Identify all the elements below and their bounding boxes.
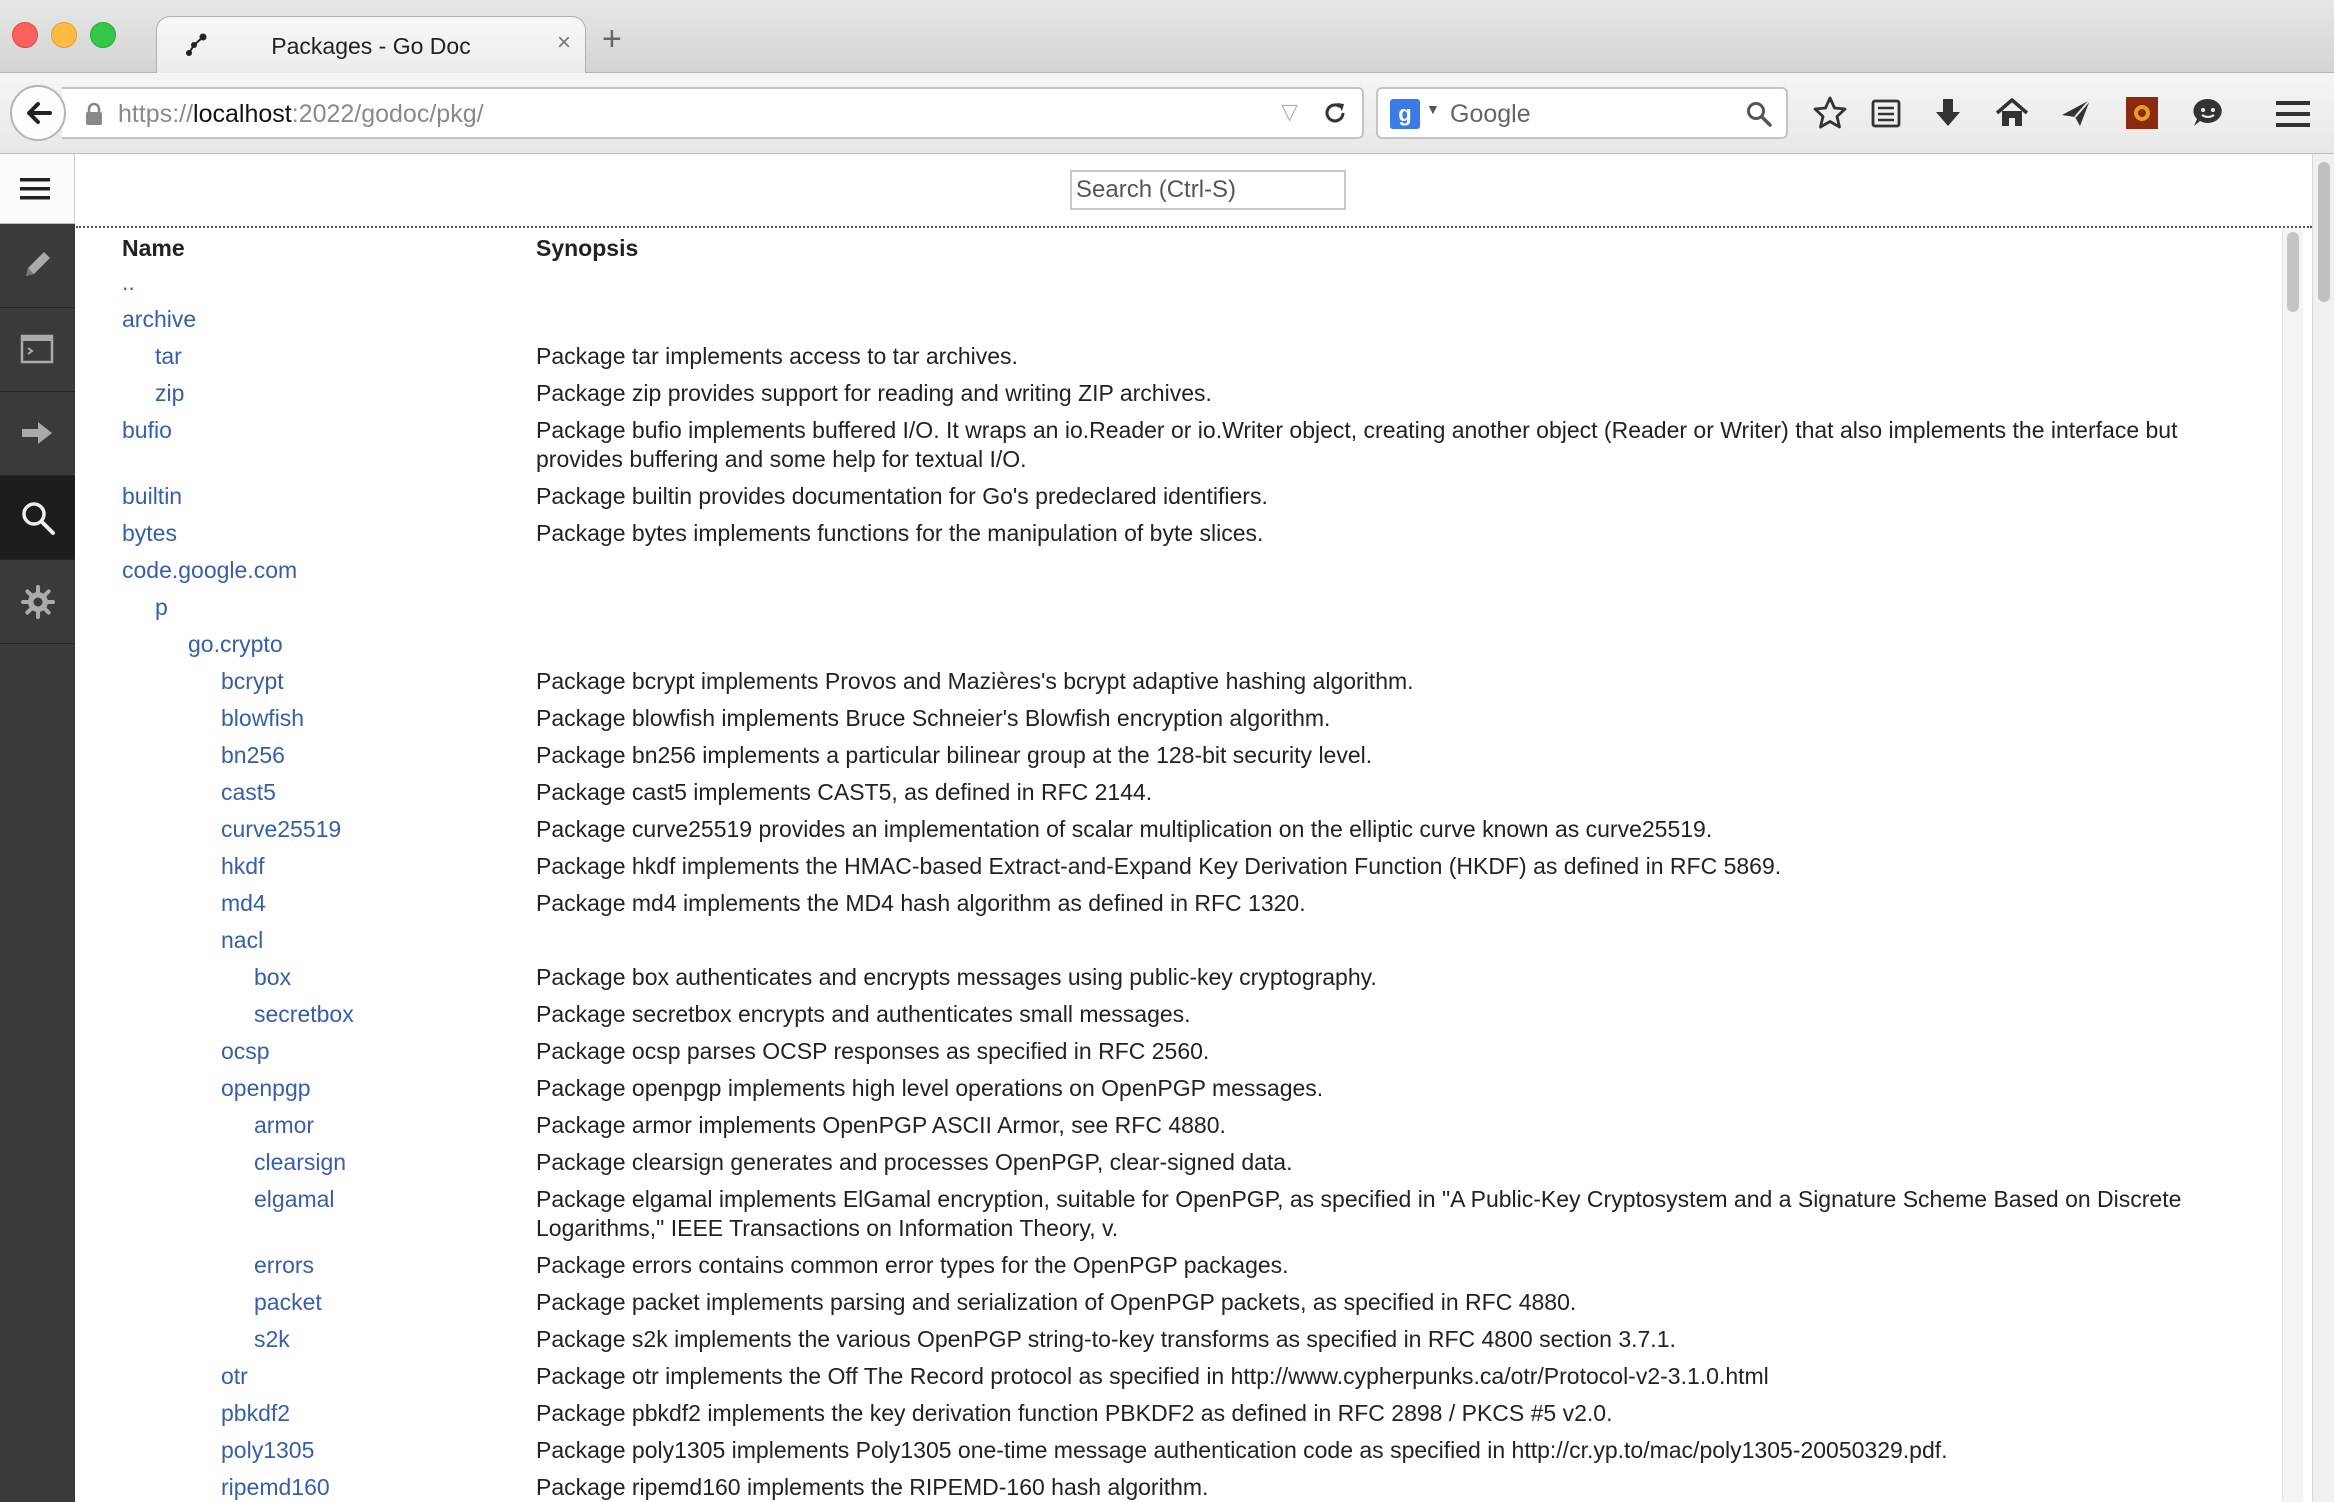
table-row (122, 889, 2216, 926)
package-synopsis: Package poly1305 implements Poly1305 one-time message authentication code as specified in http://cr.yp.to/mac/poly1305-20050329.pdf. (536, 1437, 1948, 1463)
package-link[interactable]: armor (254, 1112, 315, 1138)
package-synopsis: Package pbkdf2 implements the key derivation function PBKDF2 as defined in RFC 2898 / PKCS #5 v2.0. (536, 1400, 1613, 1426)
package-name-cell (122, 1325, 536, 1362)
package-link[interactable]: pbkdf2 (221, 1400, 291, 1426)
package-synopsis: Package otr implements the Off The Record protocol as specified in http://www.cypherpunks.ca/otr/Protocol-v2-3.1.0.html (536, 1363, 1769, 1389)
package-link[interactable]: hkdf (221, 853, 265, 879)
sidebar-item-edit[interactable] (0, 224, 75, 308)
package-name-cell (122, 926, 536, 963)
back-arrow-icon (24, 99, 52, 127)
table-row (122, 1436, 2216, 1473)
sidebar-item-forward[interactable] (0, 392, 75, 476)
table-row (122, 778, 2216, 815)
package-synopsis (536, 593, 2216, 630)
package-link[interactable]: bytes (122, 520, 177, 546)
sidebar-item-terminal[interactable] (0, 308, 75, 392)
table-row (122, 1399, 2216, 1436)
new-tab-button[interactable]: + (602, 20, 622, 58)
table-row (122, 1037, 2216, 1074)
google-engine-icon[interactable]: g (1390, 99, 1420, 129)
table-row (122, 1473, 2216, 1502)
package-name-cell (122, 1436, 536, 1473)
table-row (122, 963, 2216, 1000)
reading-list-icon[interactable] (1868, 95, 1904, 131)
package-link[interactable]: box (254, 964, 292, 990)
arrow-right-icon (20, 416, 54, 450)
table-row (122, 1288, 2216, 1325)
table-row (122, 1185, 2216, 1251)
package-link[interactable]: zip (155, 380, 185, 406)
package-name-cell (122, 1000, 536, 1037)
package-search-input[interactable] (1070, 170, 1346, 210)
package-synopsis: Package tar implements access to tar archives. (536, 343, 1018, 369)
package-link[interactable]: go.crypto (188, 631, 283, 657)
table-row (122, 1148, 2216, 1185)
package-name-cell (122, 630, 536, 667)
package-name-cell (122, 667, 536, 704)
table-row (122, 379, 2216, 416)
package-rows (122, 268, 2216, 1502)
package-synopsis (536, 305, 2216, 342)
send-icon[interactable] (2058, 95, 2094, 131)
package-link[interactable]: ripemd160 (221, 1474, 330, 1500)
gear-icon (20, 584, 56, 620)
package-synopsis: Package ripemd160 implements the RIPEMD-160 hash algorithm. (536, 1474, 1209, 1500)
package-synopsis: Package openpgp implements high level operations on OpenPGP messages. (536, 1075, 1324, 1101)
package-link[interactable]: otr (221, 1363, 248, 1389)
tab-title: Packages - Go Doc (271, 33, 471, 59)
table-row (122, 667, 2216, 704)
url-host: localhost (193, 100, 292, 128)
package-name-cell (122, 268, 536, 305)
web-search-placeholder: Google (1450, 100, 1531, 128)
content-scroll-thumb[interactable] (2287, 232, 2299, 312)
table-row (122, 1000, 2216, 1037)
chat-icon[interactable] (2190, 95, 2226, 131)
lock-icon (84, 102, 104, 126)
package-name-cell (122, 1362, 536, 1399)
package-link[interactable]: builtin (122, 483, 183, 509)
package-link[interactable]: p (155, 594, 168, 620)
package-name-cell (122, 815, 536, 852)
package-name-cell (122, 963, 536, 1000)
package-name-cell (122, 1074, 536, 1111)
package-link[interactable]: bcrypt (221, 668, 284, 694)
package-name-cell (122, 593, 536, 630)
search-icon[interactable] (1746, 101, 1772, 127)
hamburger-icon (20, 174, 52, 204)
package-link[interactable]: secretbox (254, 1001, 354, 1027)
column-header-synopsis: Synopsis (536, 234, 639, 261)
package-name-cell (122, 305, 536, 342)
package-name-cell (122, 1037, 536, 1074)
page-scrollbar[interactable] (2312, 154, 2334, 1502)
table-header-row (122, 228, 2216, 268)
table-row (122, 519, 2216, 556)
package-synopsis: Package zip provides support for reading and writing ZIP archives. (536, 380, 1212, 406)
package-link[interactable]: openpgp (221, 1075, 311, 1101)
url-text[interactable] (118, 100, 484, 129)
package-link[interactable]: blowfish (221, 705, 305, 731)
package-name-cell (122, 704, 536, 741)
package-table (122, 228, 2216, 1502)
package-name-cell (122, 1473, 536, 1502)
table-row (122, 268, 2216, 305)
package-synopsis (536, 926, 2216, 963)
table-row (122, 482, 2216, 519)
extension-icon[interactable] (2124, 95, 2160, 131)
bookmark-star-icon[interactable] (1812, 95, 1848, 131)
package-link[interactable]: archive (122, 306, 197, 332)
tab-close-icon[interactable]: × (556, 29, 571, 56)
package-synopsis: Package ocsp parses OCSP responses as specified in RFC 2560. (536, 1038, 1210, 1064)
package-synopsis: Package packet implements parsing and serialization of OpenPGP packets, as specified in RFC 4880. (536, 1289, 1577, 1315)
left-sidebar (0, 154, 75, 1502)
package-synopsis (536, 630, 2216, 667)
package-name-cell (122, 379, 536, 416)
package-synopsis: Package cast5 implements CAST5, as defined in RFC 2144. (536, 779, 1153, 805)
terminal-icon (20, 332, 54, 366)
package-synopsis: Package armor implements OpenPGP ASCII Armor, see RFC 4880. (536, 1112, 1226, 1138)
package-link[interactable]: ocsp (221, 1038, 270, 1064)
table-row (122, 815, 2216, 852)
package-synopsis: Package bufio implements buffered I/O. It wraps an io.Reader or io.Writer object, creating another object (Reader or Writer) that also implements the interface but provides buffering and some help for textual I/O. (536, 417, 2178, 472)
browser-tab-strip (0, 0, 2334, 73)
table-row (122, 741, 2216, 778)
package-link[interactable]: clearsign (254, 1149, 347, 1175)
url-path: :2022/godoc/pkg/ (291, 100, 484, 128)
package-link[interactable]: bn256 (221, 742, 285, 768)
url-history-dropdown-icon[interactable]: ▽ (1281, 99, 1298, 124)
navigation-toolbar (0, 73, 2334, 154)
package-synopsis: Package curve25519 provides an implementation of scalar multiplication on the elliptic curve known as curve25519. (536, 816, 1713, 842)
table-row (122, 1111, 2216, 1148)
package-name-cell (122, 416, 536, 482)
package-synopsis: Package bcrypt implements Provos and Mazières's bcrypt adaptive hashing algorithm. (536, 668, 1414, 694)
package-synopsis: Package secretbox encrypts and authenticates small messages. (536, 1001, 1191, 1027)
back-button[interactable] (10, 85, 66, 141)
package-name-cell (122, 556, 536, 593)
package-link[interactable]: .. (122, 269, 135, 295)
table-row (122, 1362, 2216, 1399)
package-name-cell (122, 889, 536, 926)
package-synopsis: Package bn256 implements a particular bilinear group at the 128-bit security level. (536, 742, 1373, 768)
package-link[interactable]: code.google.com (122, 557, 298, 583)
table-row (122, 305, 2216, 342)
package-synopsis (536, 268, 2216, 305)
menu-icon[interactable] (2276, 99, 2310, 129)
package-synopsis: Package clearsign generates and processes OpenPGP, clear-signed data. (536, 1149, 1293, 1175)
package-name-cell (122, 1185, 536, 1251)
web-search-bar[interactable] (1376, 87, 1788, 139)
package-synopsis: Package box authenticates and encrypts messages using public-key cryptography. (536, 964, 1377, 990)
package-link[interactable]: cast5 (221, 779, 276, 805)
package-synopsis: Package builtin provides documentation for Go's predeclared identifiers. (536, 483, 1268, 509)
package-name-cell (122, 1148, 536, 1185)
page-header (76, 154, 2312, 228)
package-name-cell (122, 1111, 536, 1148)
sidebar-item-settings[interactable] (0, 560, 75, 644)
sidebar-menu-toggle[interactable] (0, 154, 75, 224)
package-synopsis: Package errors contains common error types for the OpenPGP packages. (536, 1252, 1289, 1278)
package-name-cell (122, 482, 536, 519)
package-name-cell (122, 778, 536, 815)
package-synopsis: Package s2k implements the various OpenPGP string-to-key transforms as specified in RFC 4800 section 3.7.1. (536, 1326, 1676, 1352)
content-scrollbar[interactable] (2282, 228, 2303, 1502)
package-link[interactable]: packet (254, 1289, 322, 1315)
column-header-name: Name (122, 234, 185, 261)
package-link[interactable]: bufio (122, 417, 172, 443)
package-synopsis: Package bytes implements functions for the manipulation of byte slices. (536, 520, 1264, 546)
table-row (122, 704, 2216, 741)
browser-tab[interactable] (156, 16, 586, 73)
engine-dropdown-icon[interactable]: ▼ (1426, 101, 1440, 117)
pencil-icon (20, 248, 54, 282)
package-name-cell (122, 342, 536, 379)
package-name-cell (122, 1288, 536, 1325)
close-window-button[interactable] (12, 22, 38, 48)
table-row (122, 630, 2216, 667)
table-row (122, 1074, 2216, 1111)
package-link[interactable]: tar (155, 343, 182, 369)
package-synopsis: Package blowfish implements Bruce Schneier's Blowfish encryption algorithm. (536, 705, 1331, 731)
table-row (122, 593, 2216, 630)
package-link[interactable]: md4 (221, 890, 266, 916)
package-name-cell (122, 1399, 536, 1436)
package-name-cell (122, 1251, 536, 1288)
package-name-cell (122, 852, 536, 889)
package-synopsis: Package hkdf implements the HMAC-based Extract-and-Expand Key Derivation Function (HKDF) as defined in RFC 5869. (536, 853, 1782, 879)
download-icon[interactable] (1930, 95, 1966, 131)
zoom-window-button[interactable] (90, 22, 116, 48)
table-row (122, 416, 2216, 482)
package-synopsis: Package elgamal implements ElGamal encryption, suitable for OpenPGP, as specified in "A Public-Key Cryptosystem and a Signature Scheme Based on Discrete Logarithms," IEEE Transactions on Information Theory, v. (536, 1186, 2182, 1241)
package-name-cell (122, 519, 536, 556)
package-synopsis: Package md4 implements the MD4 hash algorithm as defined in RFC 1320. (536, 890, 1306, 916)
minimize-window-button[interactable] (51, 22, 77, 48)
search-icon (20, 500, 56, 536)
package-link[interactable]: s2k (254, 1326, 290, 1352)
table-row (122, 852, 2216, 889)
url-scheme: https:// (118, 100, 194, 128)
package-list (76, 228, 2280, 1502)
page-scroll-thumb[interactable] (2318, 162, 2330, 302)
package-link[interactable]: elgamal (254, 1186, 335, 1212)
table-row (122, 926, 2216, 963)
package-synopsis (536, 556, 2216, 593)
sidebar-item-search[interactable] (0, 476, 75, 560)
url-bar[interactable] (62, 87, 1364, 139)
package-link[interactable]: curve25519 (221, 816, 342, 842)
package-link[interactable]: errors (254, 1252, 315, 1278)
table-row (122, 1251, 2216, 1288)
package-link[interactable]: nacl (221, 927, 264, 953)
reload-icon[interactable] (1322, 100, 1348, 126)
package-link[interactable]: poly1305 (221, 1437, 315, 1463)
table-row (122, 342, 2216, 379)
table-row (122, 1325, 2216, 1362)
table-row (122, 556, 2216, 593)
package-name-cell (122, 741, 536, 778)
home-icon[interactable] (1994, 95, 2030, 131)
